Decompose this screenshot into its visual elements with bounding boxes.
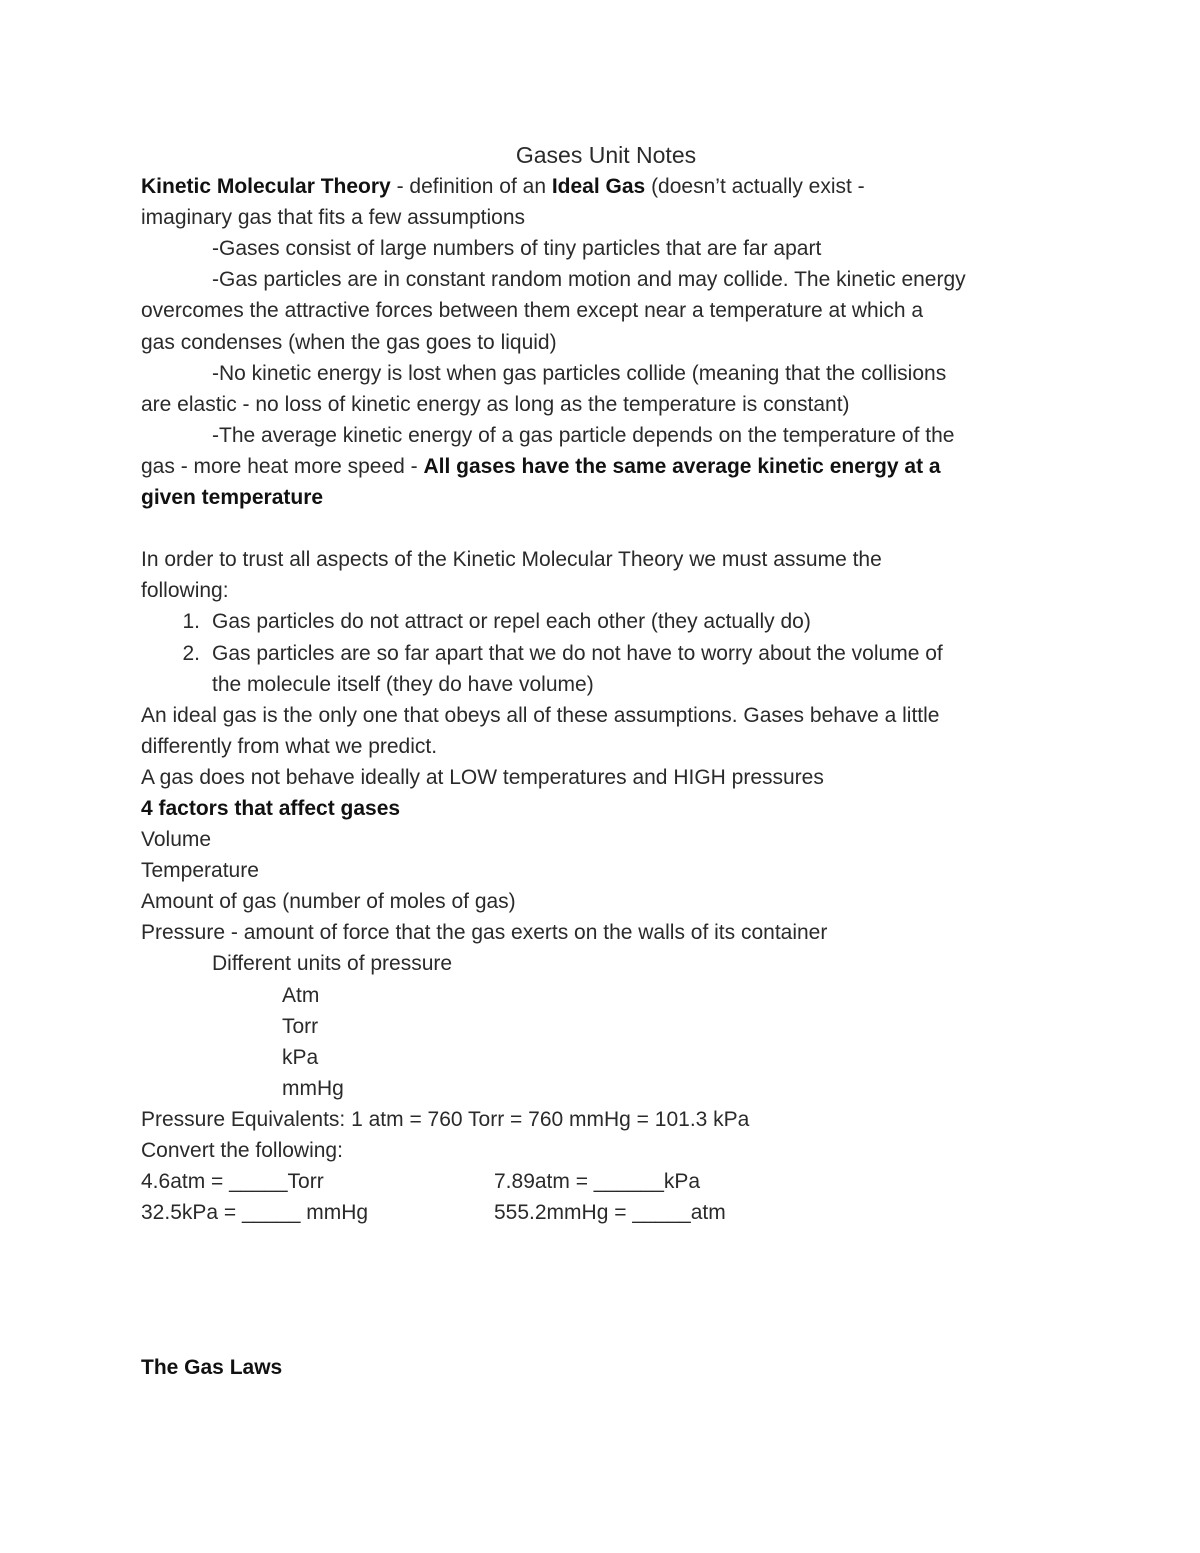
list-number: 2. [182, 641, 200, 665]
list-number: 1. [182, 610, 200, 634]
assumption-line: -Gas particles are in constant random motion and may collide. The kinetic energy [212, 268, 966, 292]
kmt-definition-line-2: imaginary gas that fits a few assumptions [141, 206, 526, 230]
assumption-line: overcomes the attractive forces between them except near a temperature at which a [141, 299, 924, 323]
kmt-def-pre: - definition of an [390, 175, 552, 199]
kmt-term: Kinetic Molecular Theory [141, 175, 391, 199]
list-item-continuation [141, 669, 1071, 700]
spacer [141, 1228, 1071, 1352]
unit-item: Torr [282, 1014, 319, 1038]
list-text: Gas particles do not attract or repel each other (they actually do) [212, 610, 811, 634]
trust-intro-line: In order to trust all aspects of the Kinetic Molecular Theory we must assume the [141, 548, 882, 572]
assumption-line: -The average kinetic energy of a gas particle depends on the temperature of the [212, 423, 955, 447]
units-heading: Different units of pressure [212, 952, 453, 976]
convert-heading: Convert the following: [141, 1139, 343, 1162]
assumption-bold-line: given temperature [141, 486, 324, 510]
document-page [141, 140, 1071, 1383]
assumption-line: gas condenses (when the gas goes to liquid) [141, 330, 557, 354]
spacer [141, 513, 1071, 544]
factor-item: Temperature [141, 859, 259, 883]
conversion-problem: 32.5kPa = _____ mmHg [141, 1201, 369, 1225]
conversion-problem: 7.89atm = ______kPa [494, 1170, 701, 1194]
gas-laws-heading: The Gas Laws [141, 1356, 283, 1380]
list-item [141, 606, 1071, 637]
list-item [141, 638, 1071, 669]
ideal-gas-line: differently from what we predict. [141, 734, 438, 758]
page-title: Gases Unit Notes [515, 142, 697, 168]
assumption-line: -Gases consist of large numbers of tiny particles that are far apart [212, 237, 822, 261]
assumption-line: are elastic - no loss of kinetic energy as long as the temperature is constant) [141, 392, 850, 416]
trust-intro-line: following: [141, 579, 229, 603]
conversion-problem: 555.2mmHg = _____atm [494, 1201, 726, 1225]
unit-item: mmHg [282, 1076, 344, 1100]
conversion-problem: 4.6atm = _____Torr [141, 1170, 324, 1194]
unit-item: Atm [282, 983, 320, 1007]
assumption-line [141, 451, 1071, 482]
factor-item: Volume [141, 828, 212, 852]
list-text: the molecule itself (they do have volume) [212, 672, 594, 696]
unit-item: kPa [282, 1045, 319, 1069]
kmt-def-post: (doesn’t actually exist - [645, 175, 865, 199]
assumption-line: -No kinetic energy is lost when gas particles collide (meaning that the collisions [212, 361, 947, 385]
assumption-bold-text: All gases have the same average kinetic energy at a [423, 454, 941, 478]
not-ideal-line: A gas does not behave ideally at LOW temperatures and HIGH pressures [141, 765, 824, 789]
list-text: Gas particles are so far apart that we do not have to worry about the volume of [212, 641, 943, 665]
ideal-gas-line: An ideal gas is the only one that obeys all of these assumptions. Gases behave a little [141, 703, 940, 727]
pressure-equivalents: Pressure Equivalents: 1 atm = 760 Torr = 760 mmHg = 101.3 kPa [141, 1107, 750, 1131]
kmt-definition-line [141, 171, 1071, 202]
conversion-row [141, 1197, 1071, 1228]
factor-item: Amount of gas (number of moles of gas) [141, 890, 516, 914]
assumption-plain-text: gas - more heat more speed - [141, 454, 424, 478]
factor-item: Pressure - amount of force that the gas exerts on the walls of its container [141, 921, 828, 945]
ideal-gas-term: Ideal Gas [551, 175, 646, 199]
factors-heading: 4 factors that affect gases [141, 796, 401, 820]
conversion-row [141, 1166, 1071, 1197]
